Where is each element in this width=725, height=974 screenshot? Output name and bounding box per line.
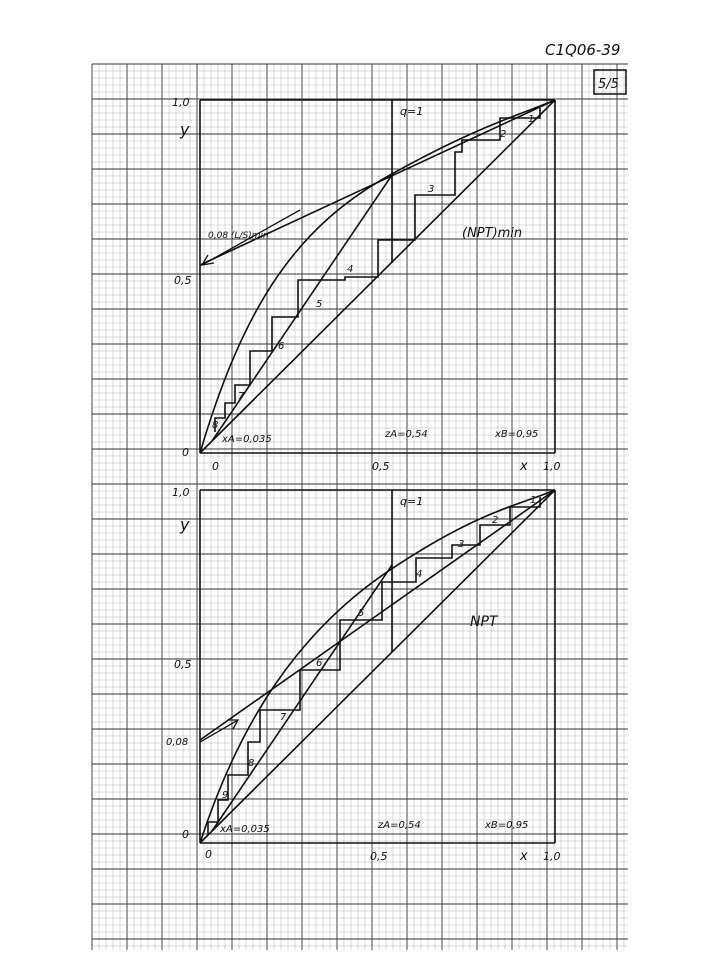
- lower-stage-4: 4: [416, 569, 423, 580]
- upper-distillate-label: xB=0,95: [495, 429, 539, 440]
- upper-stage-4: 4: [347, 264, 354, 275]
- lower-y-tick-mid: 0,5: [174, 658, 192, 671]
- lower-x-tick-zero: 0: [205, 848, 212, 861]
- page-number: 5/5: [598, 77, 619, 92]
- lower-operating-line-rectifying: [200, 490, 555, 740]
- lower-feed-label: zA=0,54: [378, 820, 421, 831]
- lower-stage-5: 5: [358, 608, 365, 619]
- lower-x-tick-one: 1,0: [543, 850, 561, 863]
- upper-stage-2: 2: [500, 129, 507, 140]
- lower-y-tick-top: 1,0: [172, 486, 190, 499]
- lower-diagonal: [200, 490, 555, 843]
- upper-x-tick-one: 1,0: [543, 460, 561, 473]
- lower-stage-6: 6: [316, 658, 323, 669]
- lower-stage-3: 3: [458, 539, 465, 550]
- upper-stage-6: 6: [278, 341, 285, 352]
- upper-y-tick-mid: 0,5: [174, 274, 192, 287]
- graph-paper-grid: [92, 64, 628, 950]
- upper-stage-steps: [215, 108, 540, 432]
- lower-y-tick-zero: 0: [182, 828, 189, 841]
- lower-q-label: q=1: [400, 495, 424, 508]
- upper-title-label: (NPT)min: [462, 226, 523, 241]
- lower-stage-8: 8: [248, 758, 255, 769]
- upper-stage-5: 5: [316, 299, 323, 310]
- lower-stage-1: 1: [530, 495, 537, 506]
- lower-stage-7: 7: [280, 712, 287, 723]
- upper-stage-7: 7: [238, 391, 245, 402]
- upper-feed-label: zA=0,54: [385, 429, 428, 440]
- upper-stage-3: 3: [428, 184, 435, 195]
- lower-x-tick-mid: 0,5: [370, 850, 388, 863]
- lower-bottoms-label: xA=0,035: [220, 824, 270, 835]
- lower-title-label: NPT: [470, 614, 498, 630]
- upper-stage-8: 8: [212, 420, 219, 431]
- upper-bottoms-label: xA=0,035: [222, 434, 272, 445]
- upper-x-axis-label: x: [520, 459, 528, 474]
- upper-reflux-label: 0,08 (L/S)min: [208, 231, 269, 241]
- upper-stage-number-labels: [212, 114, 534, 431]
- lower-stage-9: 9: [222, 790, 229, 801]
- lower-y-axis-label: y: [180, 515, 190, 534]
- upper-x-tick-mid: 0,5: [372, 460, 390, 473]
- upper-y-tick-zero: 0: [182, 446, 189, 459]
- upper-q-label: q=1: [400, 105, 424, 118]
- lower-x-axis-label: x: [520, 849, 528, 864]
- lower-stage-2: 2: [492, 515, 499, 526]
- document-code: C1Q06-39: [545, 41, 621, 59]
- lower-stage-number-labels: [222, 495, 536, 801]
- lower-y-tick-feed: 0,08: [166, 737, 189, 748]
- upper-y-tick-top: 1,0: [172, 96, 190, 109]
- lower-diagram: [200, 490, 555, 843]
- lower-distillate-label: xB=0,95: [485, 820, 529, 831]
- upper-x-tick-zero: 0: [212, 460, 219, 473]
- upper-stage-1: 1: [528, 114, 535, 125]
- upper-y-axis-label: y: [180, 120, 190, 139]
